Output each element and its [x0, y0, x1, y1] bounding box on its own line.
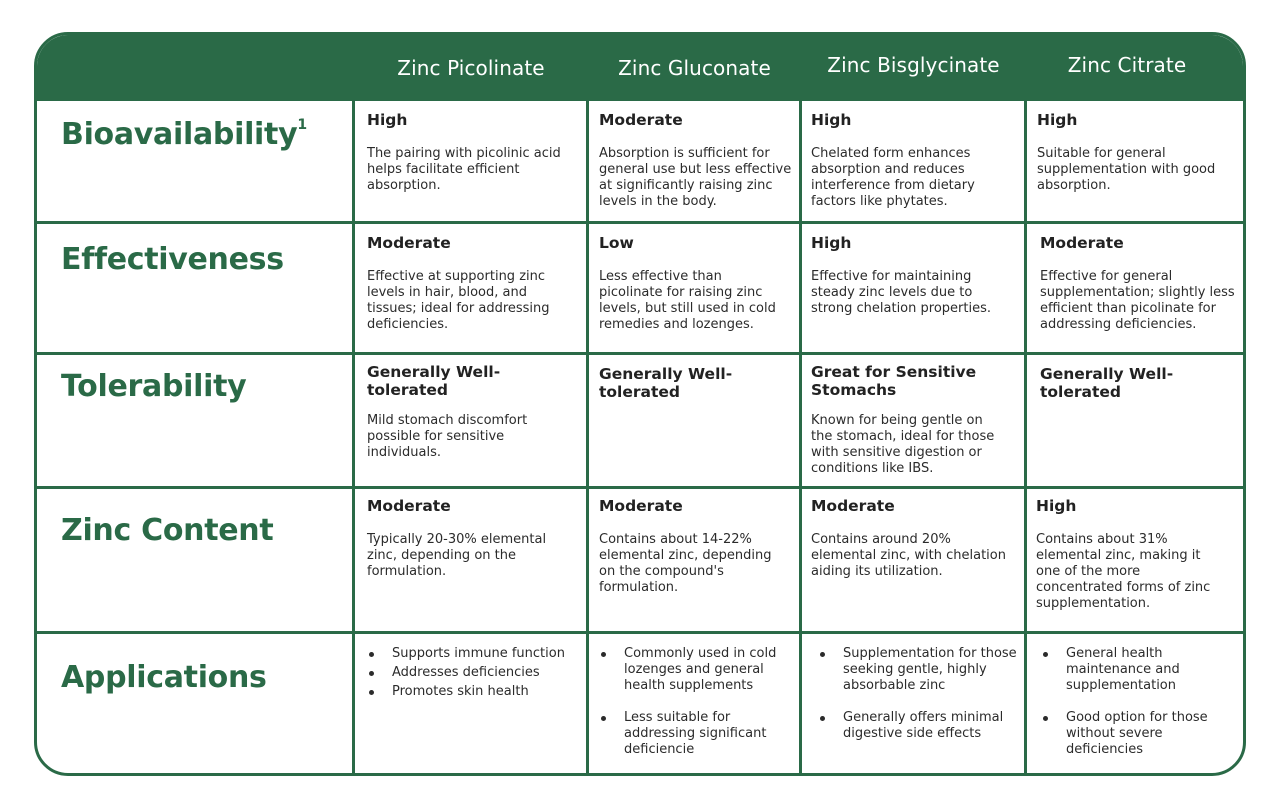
cell-applications-picolinate [367, 646, 582, 703]
table-header [37, 35, 1243, 101]
rating: Moderate [1040, 234, 1124, 252]
description: Effective for maintaining steady zinc levels due to strong chelation properties. [811, 269, 991, 316]
bullet-list [367, 646, 582, 700]
rating: Generally Well-tolerated [599, 365, 733, 401]
column-divider [799, 35, 802, 773]
description: Absorption is sufficient for general use but less effective at significantly raising zinc levels in the body. [599, 146, 792, 209]
rating: Moderate [367, 234, 451, 252]
rating: High [811, 234, 852, 252]
column-header-zinc-bisglycinate: Zinc Bisglycinate [827, 53, 1000, 77]
column-divider [1024, 35, 1027, 773]
rating: Generally Well-tolerated [367, 363, 501, 399]
list-item: General health maintenance and supplementation [1041, 646, 1231, 694]
list-item: Good option for those without severe deficiencies [1041, 710, 1231, 758]
row-divider [37, 221, 1243, 224]
column-divider [352, 35, 355, 773]
row-label-tolerability: Tolerability [61, 369, 247, 404]
cell-bioavailability-gluconate [599, 111, 795, 210]
description: Contains around 20% elemental zinc, with chelation aiding its utilization. [811, 532, 1006, 579]
cell-zinc-content-citrate [1036, 497, 1221, 612]
rating: High [811, 111, 852, 129]
cell-effectiveness-gluconate [599, 234, 789, 333]
description: Suitable for general supplementation with good absorption. [1037, 146, 1216, 193]
comparison-table [34, 32, 1246, 776]
footnote-marker: 1 [297, 117, 307, 133]
row-label-zinc-content: Zinc Content [61, 513, 274, 548]
cell-effectiveness-picolinate [367, 234, 572, 333]
description: Typically 20-30% elemental zinc, depending on the formulation. [367, 532, 547, 579]
description: The pairing with picolinic acid helps facilitate efficient absorption. [367, 146, 561, 193]
description: Known for being gentle on the stomach, ideal for those with sensitive digestion or conditions like IBS. [811, 413, 995, 476]
bullet-list [818, 646, 1018, 742]
rating: High [367, 111, 408, 129]
rating: Great for Sensitive Stomachs [811, 363, 977, 399]
cell-bioavailability-citrate [1037, 111, 1232, 194]
description: Effective at supporting zinc levels in hair, blood, and tissues; ideal for addressing deficiencies. [367, 269, 550, 332]
row-divider [37, 486, 1243, 489]
rating: Moderate [599, 497, 683, 515]
list-item: Supplementation for those seeking gentle, highly absorbable zinc [818, 646, 1018, 694]
cell-applications-citrate [1041, 646, 1231, 774]
cell-bioavailability-bisglycinate [811, 111, 1016, 210]
bullet-list [1041, 646, 1231, 758]
cell-zinc-content-picolinate [367, 497, 562, 580]
cell-tolerability-picolinate [367, 363, 542, 461]
bullet-list [599, 646, 794, 758]
rating: High [1036, 497, 1077, 515]
row-divider [37, 631, 1243, 634]
row-label-bioavailability: Bioavailability$^1$ [61, 117, 307, 152]
cell-applications-bisglycinate [818, 646, 1018, 758]
description: Less effective than picolinate for raising zinc levels, but still used in cold remedies and lozenges. [599, 269, 776, 332]
list-item: Addresses deficiencies [367, 665, 582, 681]
list-item: Generally offers minimal digestive side effects [818, 710, 1018, 742]
row-divider [37, 352, 1243, 355]
list-item: Supports immune function [367, 646, 582, 662]
cell-zinc-content-gluconate [599, 497, 784, 596]
row-label-effectiveness: Effectiveness [61, 242, 284, 277]
cell-applications-gluconate [599, 646, 794, 774]
list-item: Promotes skin health [367, 684, 582, 700]
list-item: Commonly used in cold lozenges and general health supplements [599, 646, 794, 694]
column-divider [586, 35, 589, 773]
cell-effectiveness-bisglycinate [811, 234, 1016, 317]
rating: Moderate [367, 497, 451, 515]
rating: Low [599, 234, 634, 252]
cell-tolerability-bisglycinate [811, 363, 1006, 477]
row-label-applications: Applications [61, 660, 267, 695]
list-item: Less suitable for addressing significant deficiencie [599, 710, 794, 758]
cell-bioavailability-picolinate [367, 111, 577, 194]
description: Contains about 14-22% elemental zinc, depending on the compound's formulation. [599, 532, 772, 595]
cell-zinc-content-bisglycinate [811, 497, 1016, 580]
rating: Moderate [599, 111, 683, 129]
column-header-zinc-picolinate: Zinc Picolinate [397, 56, 545, 80]
column-header-zinc-citrate: Zinc Citrate [1067, 53, 1187, 77]
description: Mild stomach discomfort possible for sensitive individuals. [367, 413, 528, 460]
cell-tolerability-citrate [1040, 365, 1190, 418]
description: Effective for general supplementation; slightly less efficient than picolinate for addressing deficiencies. [1040, 269, 1235, 332]
cell-tolerability-gluconate [599, 365, 749, 418]
column-header-zinc-gluconate: Zinc Gluconate [618, 56, 771, 80]
rating: Moderate [811, 497, 895, 515]
rating: Generally Well-tolerated [1040, 365, 1174, 401]
cell-effectiveness-citrate [1040, 234, 1240, 333]
description: Contains about 31% elemental zinc, making it one of the more concentrated forms of zinc supplementation. [1036, 532, 1211, 611]
description: Chelated form enhances absorption and reduces interference from dietary factors like phytates. [811, 146, 975, 209]
rating: High [1037, 111, 1078, 129]
